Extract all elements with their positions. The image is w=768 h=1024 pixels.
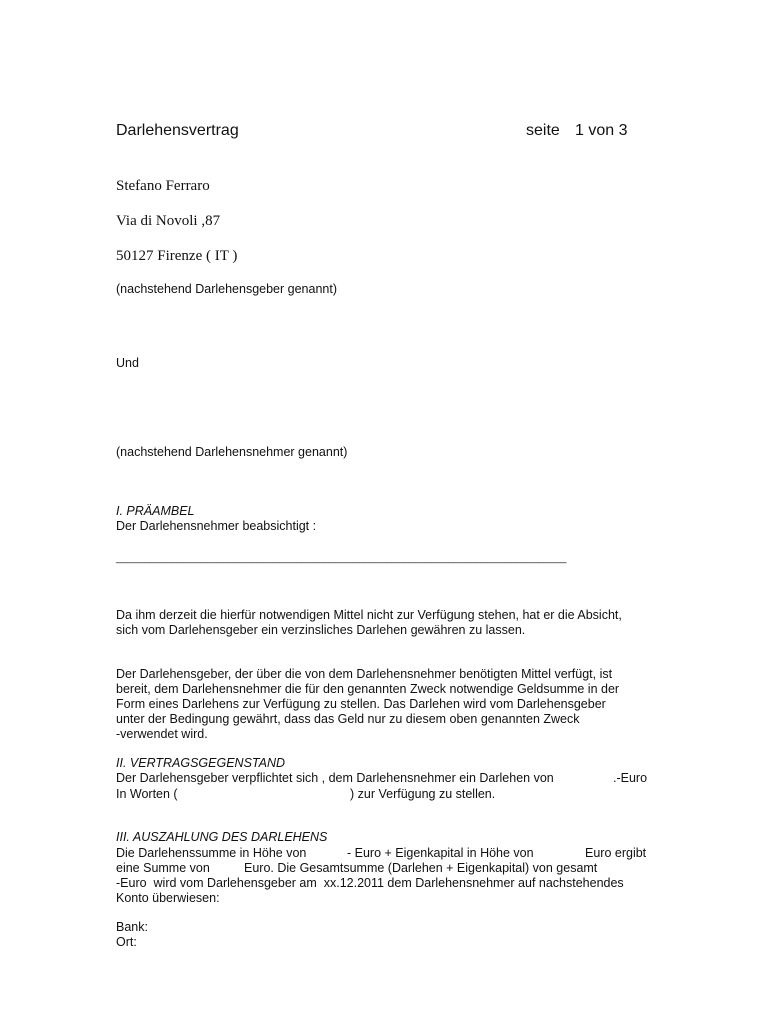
section3-line1-a: Die Darlehenssumme in Höhe von (116, 846, 307, 860)
bank-label: Bank: (116, 920, 148, 934)
page-number: 1 von 3 (575, 122, 628, 139)
borrower-role-note: (nachstehend Darlehensnehmer genannt) (116, 445, 348, 459)
section3-heading: III. AUSZAHLUNG DES DARLEHENS (116, 830, 328, 844)
section1-heading: I. PRÄAMBEL (116, 504, 195, 518)
section3-line1-c: Euro ergibt (585, 846, 647, 860)
section1-para2-line1: Der Darlehensgeber, der über die von dem Darlehensnehmer benötigten Mittel verfügt, ist (116, 667, 613, 681)
document-title: Darlehensvertrag (116, 122, 239, 139)
section2-line2-open: In Worten ( (116, 787, 178, 801)
section1-para2-line4: unter der Bedingung gewährt, dass das Geld nur zu diesem oben genannten Zweck (116, 712, 580, 726)
section2-line1-text: Der Darlehensgeber verpflichtet sich , dem Darlehensnehmer ein Darlehen von (116, 771, 554, 785)
section2-heading: II. VERTRAGSGEGENSTAND (116, 756, 286, 770)
blank-line: ________________________________________________________________________________ (116, 553, 567, 564)
und-label: Und (116, 356, 139, 370)
lender-name: Stefano Ferraro (116, 178, 210, 194)
section1-para2-line2: bereit, dem Darlehensnehmer die für den genannten Zweck notwendige Geldsumme in der (116, 682, 620, 696)
section3-line1-b: - Euro + Eigenkapital in Höhe von (347, 846, 534, 860)
section1-intro: Der Darlehensnehmer beabsichtigt : (116, 519, 317, 533)
section1-para1-line1: Da ihm derzeit die hierfür notwendigen Mittel nicht zur Verfügung stehen, hat er die Absicht, (116, 608, 622, 622)
section1-para1-line2: sich vom Darlehensgeber ein verzinsliches Darlehen gewähren zu lassen. (116, 623, 526, 637)
section3-line2-a: eine Summe von (116, 861, 210, 875)
section3-line3: -Euro wird vom Darlehensgeber am xx.12.2011 dem Darlehensnehmer auf nachstehendes (116, 876, 624, 890)
section2-line2-close: ) zur Verfügung zu stellen. (350, 787, 496, 801)
section3-line4: Konto überwiesen: (116, 891, 220, 905)
page-label: seite (526, 122, 560, 139)
ort-label: Ort: (116, 935, 137, 949)
section1-para2-line5: -verwendet wird. (116, 727, 208, 741)
lender-role-note: (nachstehend Darlehensgeber genannt) (116, 282, 337, 296)
section3-line2-b: Euro. Die Gesamtsumme (Darlehen + Eigenkapital) von gesamt (244, 861, 598, 875)
section2-line1-euro: .-Euro (613, 771, 648, 785)
section1-para2-line3: Form eines Darlehens zur Verfügung zu stellen. Das Darlehen wird vom Darlehensgeber (116, 697, 606, 711)
lender-street: Via di Novoli ,87 (116, 213, 221, 229)
lender-city: 50127 Firenze ( IT ) (116, 248, 238, 264)
